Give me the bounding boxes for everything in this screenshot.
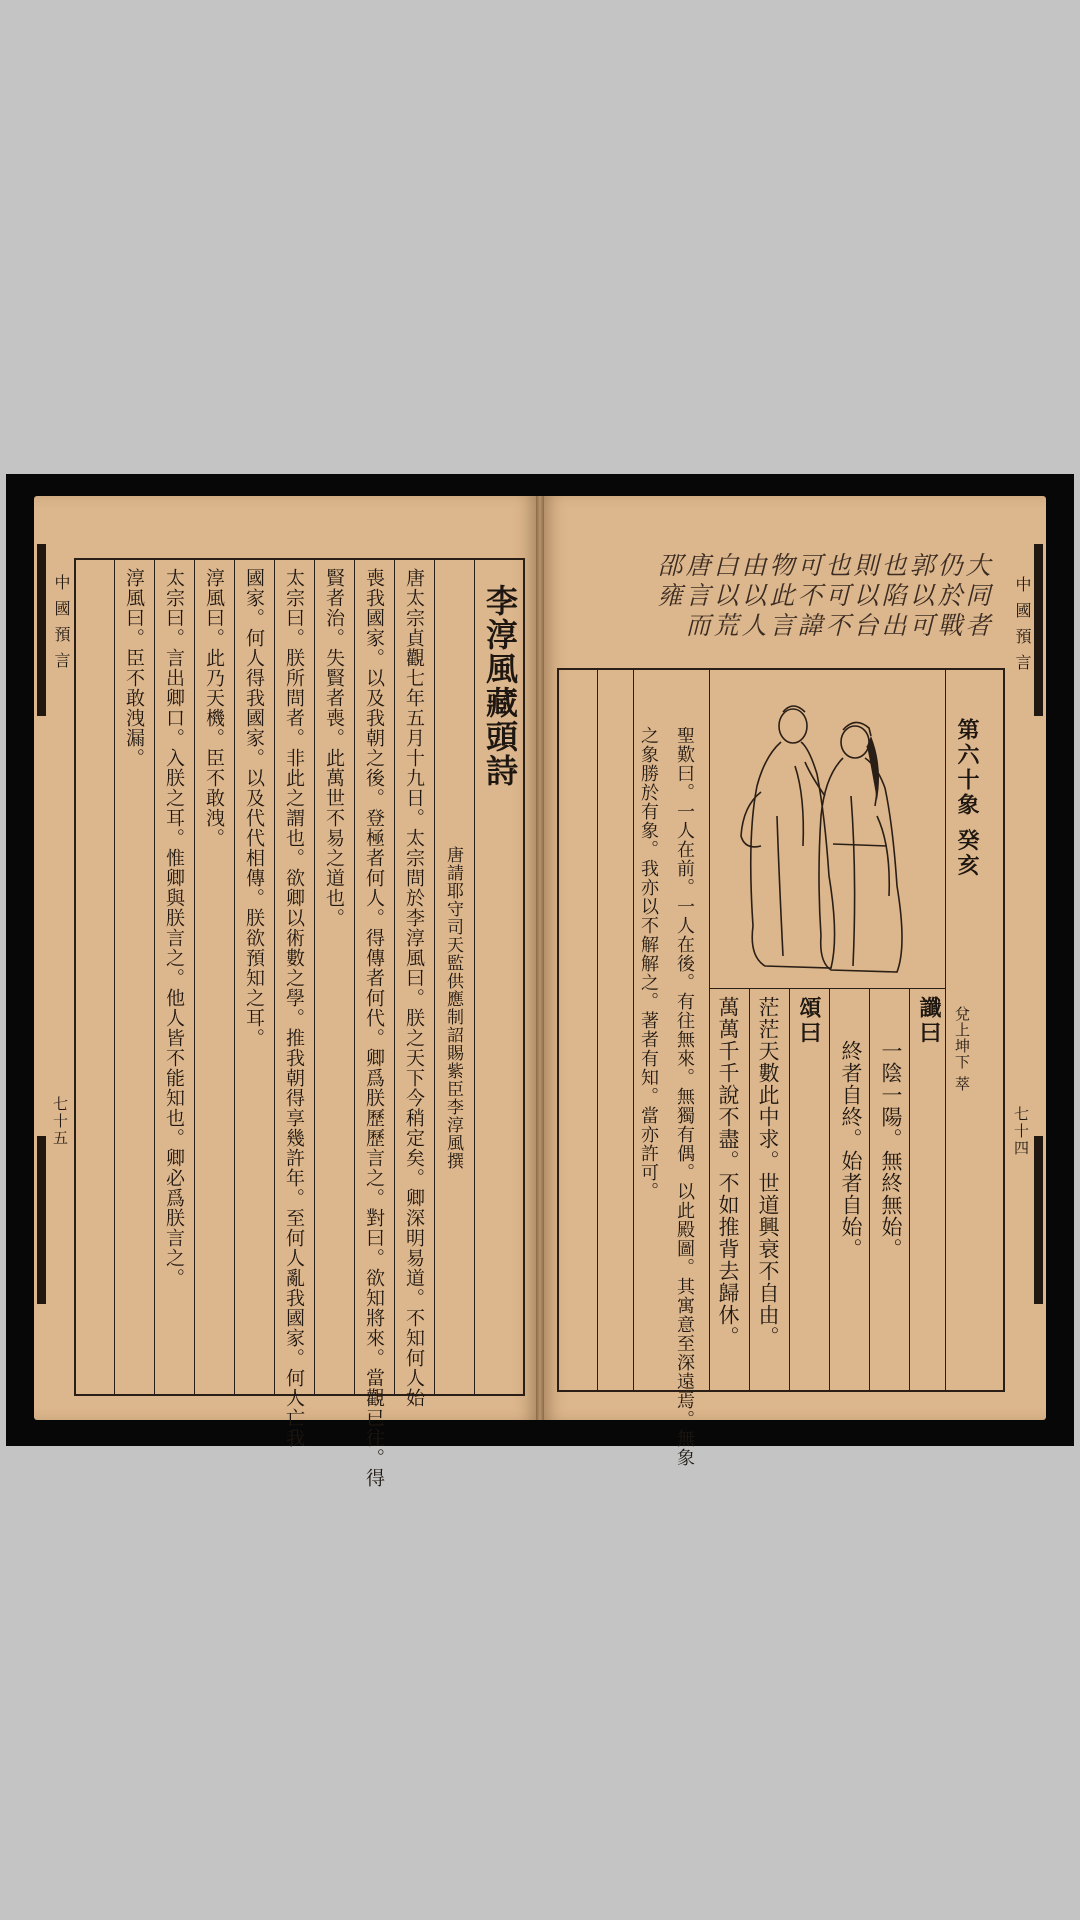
page-header: 中國預言	[52, 574, 71, 678]
column-rule	[154, 558, 155, 1394]
handwritten-column: 則以台	[850, 552, 879, 642]
column-rule	[474, 558, 475, 1394]
handwritten-column: 由以人	[738, 552, 767, 642]
article-title: 李淳風藏頭詩	[481, 584, 519, 788]
text-column-5: 國家。何人得我國家。以及代代相傳。朕欲預知之耳。	[243, 568, 265, 1048]
left-page	[34, 496, 539, 1488]
page-header: 中國預言	[1013, 576, 1032, 680]
text-column-8: 淳風曰。臣不敢洩漏。	[123, 568, 145, 768]
column-rule	[869, 988, 870, 1390]
handwritten-column: 白以荒	[710, 552, 739, 642]
handwritten-column: 物此言	[766, 552, 795, 642]
handwritten-column: 仍於戰	[934, 552, 963, 642]
two-figures-illustration	[721, 696, 941, 982]
column-rule	[354, 558, 355, 1394]
text-column-1: 唐太宗貞觀七年五月十九日。太宗問於李淳風曰。朕之天下今稍定矣。卿深明易道。不知何人始	[403, 568, 425, 1408]
image-title: 第六十象 癸亥	[954, 718, 980, 879]
margin-bar-top	[37, 544, 46, 716]
song-line-2: 萬萬千千說不盡。不如推背去歸休。	[716, 996, 740, 1348]
column-rule	[274, 558, 275, 1394]
column-rule	[709, 668, 710, 1390]
column-rule	[114, 558, 115, 1394]
song-line-1: 茫茫天數此中求。世道興衰不自由。	[756, 996, 780, 1348]
handwritten-column: 邵雍	[654, 552, 683, 612]
margin-bar-top	[1034, 544, 1043, 716]
commentary-line-2: 之象勝於有象。我亦以不解解之。著者有知。當亦許可。	[638, 726, 659, 1201]
column-rule	[829, 988, 830, 1390]
text-column-3: 賢者治。失賢者喪。此萬世不易之道也。	[323, 568, 345, 928]
column-rule	[749, 988, 750, 1390]
handwritten-column: 郭以可	[906, 552, 935, 642]
margin-bar-bottom	[1034, 1136, 1043, 1304]
right-page	[541, 496, 1046, 1467]
byline: 唐請耶守司天監供應制詔賜紫臣李淳風撰	[443, 846, 463, 1170]
handwritten-column: 可不諱	[794, 552, 823, 642]
column-rule	[434, 558, 435, 1394]
column-rule	[789, 988, 790, 1390]
commentary-line-1: 聖歎曰。一人在前。一人在後。有往無來。無獨有偶。以此殿圖。其寓意至深遠焉。無象	[674, 726, 695, 1467]
column-rule	[597, 668, 598, 1390]
text-column-7: 太宗曰。言出卿口。入朕之耳。惟卿與朕言之。他人皆不能知也。卿必爲朕言之。	[163, 568, 185, 1288]
column-rule	[234, 558, 235, 1394]
book-gutter	[536, 496, 544, 1420]
hexagram-label: 兌上坤下 萃	[953, 1006, 971, 1092]
song-label: 頌曰	[796, 996, 822, 1046]
chen-label: 讖曰	[916, 996, 942, 1046]
page-number: 七十五	[51, 1096, 69, 1147]
illustration-divider	[709, 988, 945, 989]
text-column-2: 喪我國家。以及我朝之後。登極者何人。得傳者何代。卿爲朕歷歷言之。對曰。欲知將來。當觀已往。得	[363, 568, 385, 1488]
column-rule	[394, 558, 395, 1394]
column-rule	[633, 668, 634, 1390]
chen-line-1: 一陰一陽。無終無始。	[879, 1040, 903, 1260]
book-scan	[6, 474, 1074, 1488]
column-rule	[314, 558, 315, 1394]
column-rule	[194, 558, 195, 1394]
column-rule	[945, 668, 946, 1390]
handwritten-column: 也可不	[822, 552, 851, 642]
handwritten-column: 也陷出	[878, 552, 907, 642]
column-rule	[909, 988, 910, 1390]
text-column-6: 淳風曰。此乃天機。臣不敢洩。	[203, 568, 225, 848]
handwritten-column: 唐言而	[682, 552, 711, 642]
chen-line-2: 終者自終。始者自始。	[839, 1040, 863, 1260]
page-number: 七十四	[1012, 1106, 1030, 1157]
handwritten-column: 大同者	[962, 552, 991, 642]
margin-bar-bottom	[37, 1136, 46, 1304]
text-column-4: 太宗曰。朕所問者。非此之謂也。欲卿以術數之學。推我朝得享幾許年。至何人亂我國家。何人亡我	[283, 568, 305, 1448]
